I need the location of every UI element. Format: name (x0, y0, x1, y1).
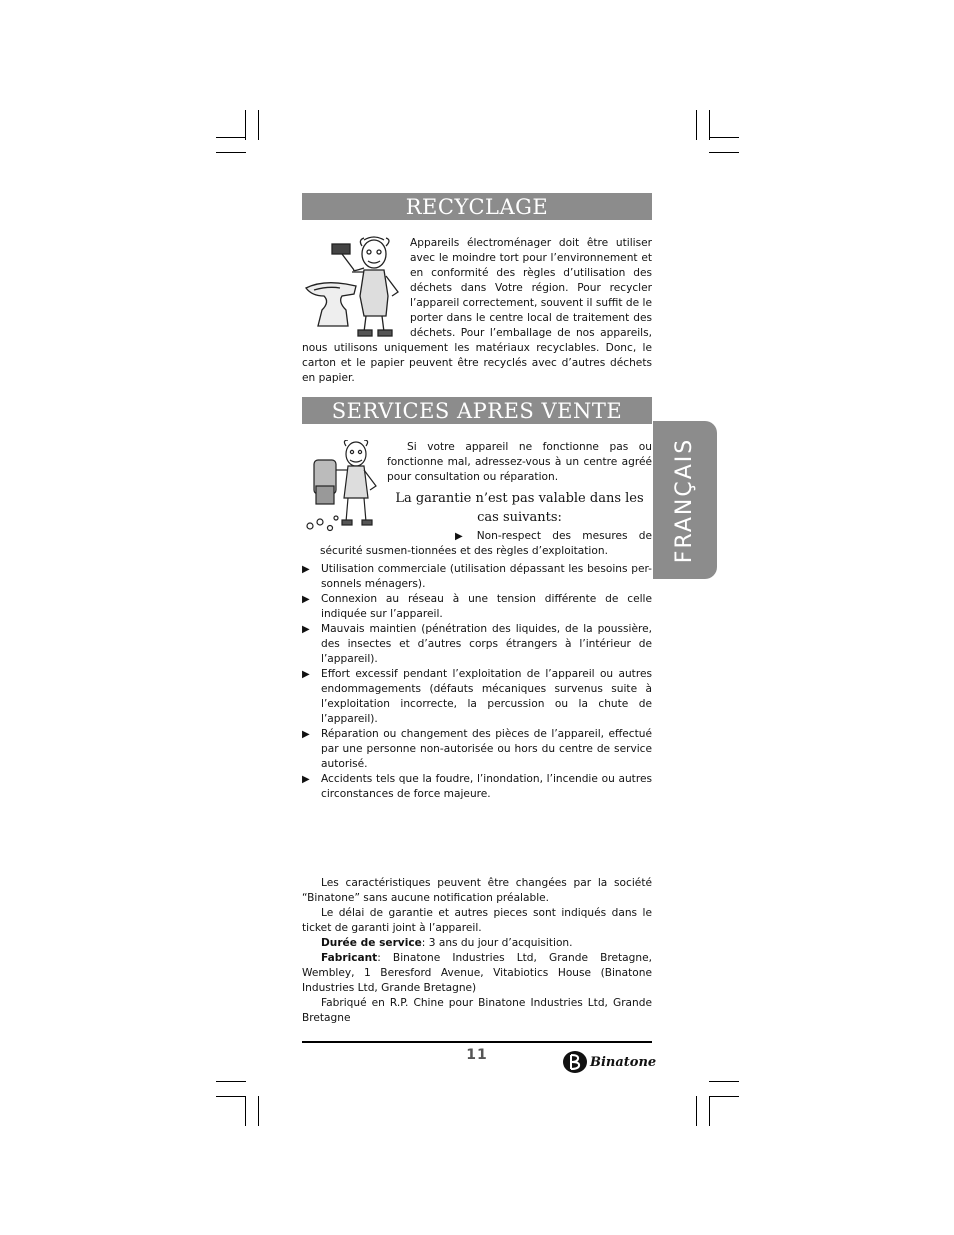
crop-mark (258, 110, 259, 140)
crop-mark (245, 110, 246, 140)
list-item: ▶ Effort excessif pendant l’exploitation de l’appareil ou autres endommagements (défauts mécaniques survenus suite à l’exploitation incorrecte, la percussion ou la chute de l’appareil). (302, 668, 652, 725)
list-item: ▶ Utilisation commerciale (utilisation dépassant les besoins per-sonnels ménagers). (302, 563, 652, 590)
recycling-text: Appareils électroménager doit être utiliser avec le moindre tort pour l’environnement et en conformité des règles d’utilisation des déchets dans Votre région. Pour recycler l’appareil correctement, souvent il suffit de le porter dans le centre local de traitement des déchets. Pour l’emballage de nos appareils, nous utilisons uniquement les matériaux recyclables. Donc, le carton et le papier peuvent être recyclés avec d’autres déchets en papier. (302, 237, 652, 384)
crop-mark (258, 1096, 259, 1126)
service-section (302, 440, 652, 559)
bullet-icon: ▶ (455, 531, 463, 542)
legal-notes (302, 876, 652, 1026)
bullet-icon: ▶ (302, 594, 310, 605)
list-item: ▶ Réparation ou changement des pièces de l’appareil, effectué par une personne non-autorisée ou hors du centre de service autorisé. (302, 728, 652, 770)
warranty-heading: La garantie n’est pas valable dans les cas suivants: (395, 491, 644, 525)
bullet-icon: ▶ (302, 729, 310, 740)
bullet-icon: ▶ (302, 774, 310, 785)
footer-divider (302, 1041, 652, 1043)
crop-mark (216, 137, 246, 138)
blacksmith-illustration (302, 236, 408, 340)
crop-mark (709, 1096, 739, 1097)
warranty-note: Le délai de garantie et autres pieces sont indiqués dans le ticket de garanti joint à l’appareil. (302, 907, 652, 934)
recycling-header (302, 193, 652, 220)
bullet-icon: ▶ (302, 564, 310, 575)
recycling-title: RECYCLAGE (405, 194, 549, 219)
crop-mark (216, 152, 246, 153)
page-number: 11 (466, 1047, 488, 1063)
list-item: ▶ Accidents tels que la foudre, l’inondation, l’incendie ou autres circonstances de force majeure. (302, 773, 652, 800)
service-title: SERVICES APRES VENTE (331, 398, 623, 423)
service-intro: Si votre appareil ne fonctionne pas ou fonctionne mal, adressez-vous à un centre agréé pour consultation ou réparation. (387, 441, 652, 483)
crop-mark (216, 1081, 246, 1082)
brand-name: Binatone (590, 1054, 657, 1070)
service-header (302, 397, 652, 424)
list-item: ▶ Connexion au réseau à une tension différente de celle indiquée sur l’appareil. (302, 593, 652, 620)
crop-mark (216, 1096, 246, 1097)
language-tab (653, 421, 717, 579)
crop-mark (696, 1096, 697, 1126)
bullet-icon: ▶ (302, 669, 310, 680)
language-tab-label: FRANÇAIS (672, 437, 698, 563)
crop-mark (709, 1081, 739, 1082)
crop-mark (245, 1096, 246, 1126)
made-in-note: Fabriqué en R.P. Chine pour Binatone Industries Ltd, Grande Bretagne (302, 997, 652, 1024)
repairman-illustration (302, 440, 384, 536)
crop-mark (709, 152, 739, 153)
binatone-logo-icon (562, 1050, 588, 1074)
bullet-icon: ▶ (302, 624, 310, 635)
crop-mark (696, 110, 697, 140)
brand-logo (562, 1049, 656, 1075)
list-item: ▶ Mauvais maintien (pénétration des liquides, de la poussière, des insectes et d’autres corps étrangers à l’intérieur de l’appareil). (302, 623, 652, 665)
crop-mark (709, 137, 739, 138)
recycling-section (302, 236, 652, 386)
crop-mark (709, 1096, 710, 1126)
spec-change-note: Les caractéristiques peuvent être changées par la société “Binatone” sans aucune notification préalable. (302, 877, 652, 904)
warranty-exclusions-list (302, 562, 652, 802)
manufacturer: Fabricant: Binatone Industries Ltd, Grande Bretagne, Wembley, 1 Beresford Avenue, Vitabiotics House (Binatone Industries Ltd, Grande Bretagne) (302, 952, 652, 994)
crop-mark (709, 110, 710, 140)
list-item: ▶ Non-respect des mesures de sécurité susmen-tionnées et des règles d’exploitation. (320, 530, 652, 557)
service-duration: Durée de service: 3 ans du jour d’acquisition. (321, 937, 573, 949)
